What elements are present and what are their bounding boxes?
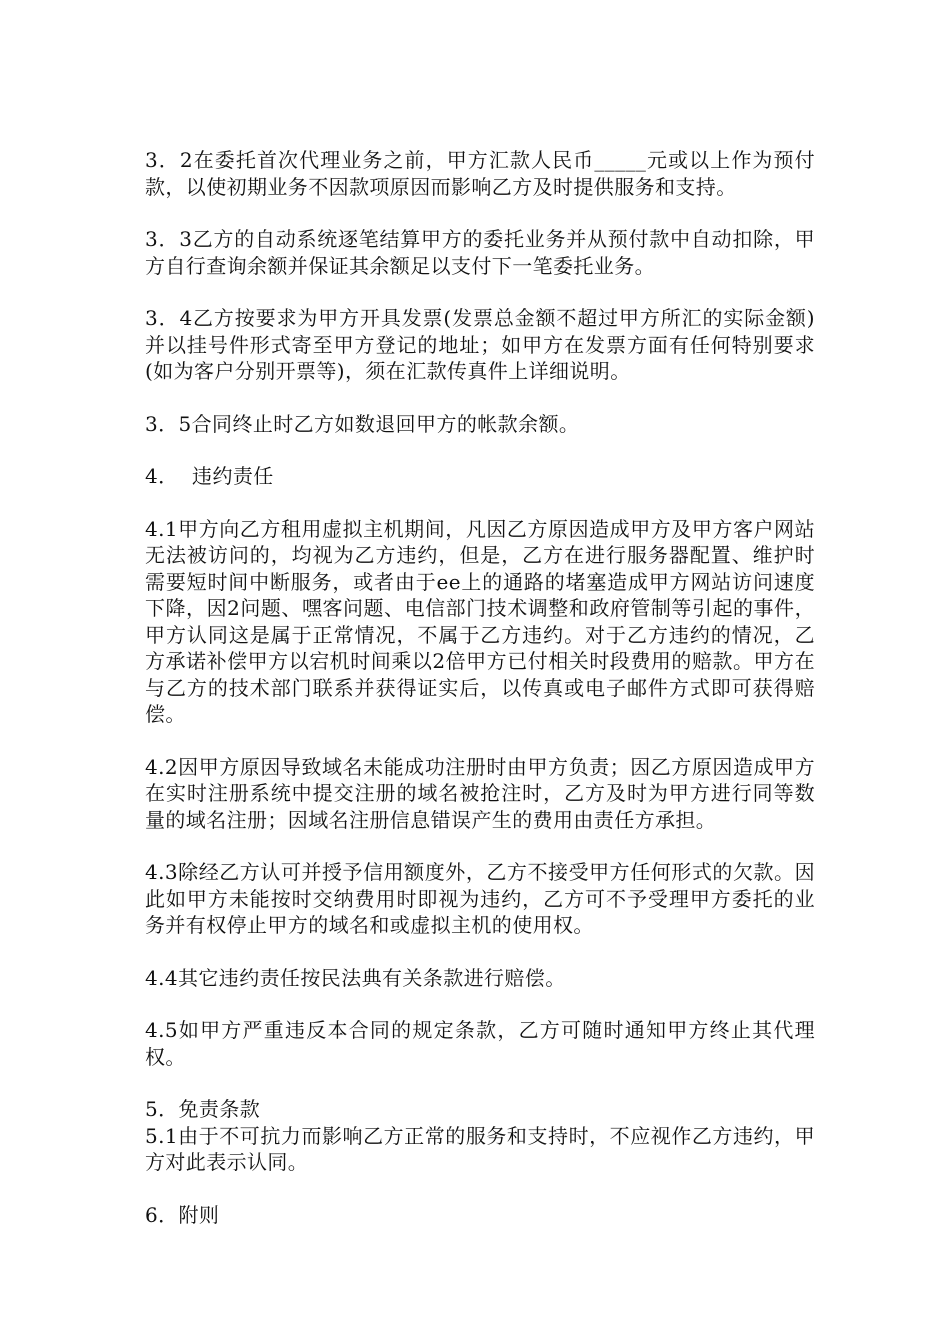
clause-5-1: 5.1由于不可抗力而影响乙方正常的服务和支持时，不应视作乙方违约，甲方对此表示认同。 — [145, 1123, 815, 1174]
clause-4-4: 4.4其它违约责任按民法典有关条款进行赔偿。 — [145, 965, 566, 990]
clause-4-3: 4.3除经乙方认可并授予信用额度外，乙方不接受甲方任何形式的欠款。因此如甲方未能按时交纳费用时即视为违约，乙方可不予受理甲方委托的业务并有权停止甲方的域名和或虚拟主机的使用权。 — [145, 860, 815, 937]
clause-3-3: 3．3乙方的自动系统逐笔结算甲方的委托业务并从预付款中自动扣除，甲方自行查询余额并保证其余额足以支付下一笔委托业务。 — [145, 227, 815, 278]
clause-3-4: 3．4乙方按要求为甲方开具发票(发票总金额不超过甲方所汇的实际金额)并以挂号件形式寄至甲方登记的地址；如甲方在发票方面有任何特别要求(如为客户分别开票等)，须在汇款传真件上详细说明。 — [145, 306, 815, 383]
section-heading-6: 6．附则 — [145, 1202, 220, 1227]
document-page — [145, 147, 815, 1254]
clause-3-2: 3．2在委托首次代理业务之前，甲方汇款人民币_____元或以上作为预付款，以使初期业务不因款项原因而影响乙方及时提供服务和支持。 — [145, 148, 815, 199]
clause-4-1: 4.1甲方向乙方租用虚拟主机期间，凡因乙方原因造成甲方及甲方客户网站无法被访问的，均视为乙方违约，但是，乙方在进行服务器配置、维护时需要短时间中断服务，或者由于ee上的通路的堵塞造成甲方网站访问速度下降，因2问题、嘿客问题、电信部门技术调整和政府管制等引起的事件，甲方认同这是属于正常情况，不属于乙方违约。对于乙方违约的情况，乙方承诺补偿甲方以宕机时间乘以2倍甲方已付相关时段费用的赔款。甲方在与乙方的技术部门联系并获得证实后，以传真或电子邮件方式即可获得赔偿。 — [145, 516, 815, 726]
section-heading-5: 5．免责条款 — [145, 1097, 261, 1121]
clause-3-5: 3．5合同终止时乙方如数退回甲方的帐款余额。 — [145, 411, 580, 436]
clause-4-5: 4.5如甲方严重违反本合同的规定条款，乙方可随时通知甲方终止其代理权。 — [145, 1018, 815, 1069]
clause-4-2: 4.2因甲方原因导致域名未能成功注册时由甲方负责；因乙方原因造成甲方在实时注册系统中提交注册的域名被抢注时，乙方及时为甲方进行同等数量的域名注册；因域名注册信息错误产生的费用由责任方承担。 — [145, 754, 815, 832]
section-heading-4: 4． 违约责任 — [145, 464, 274, 488]
